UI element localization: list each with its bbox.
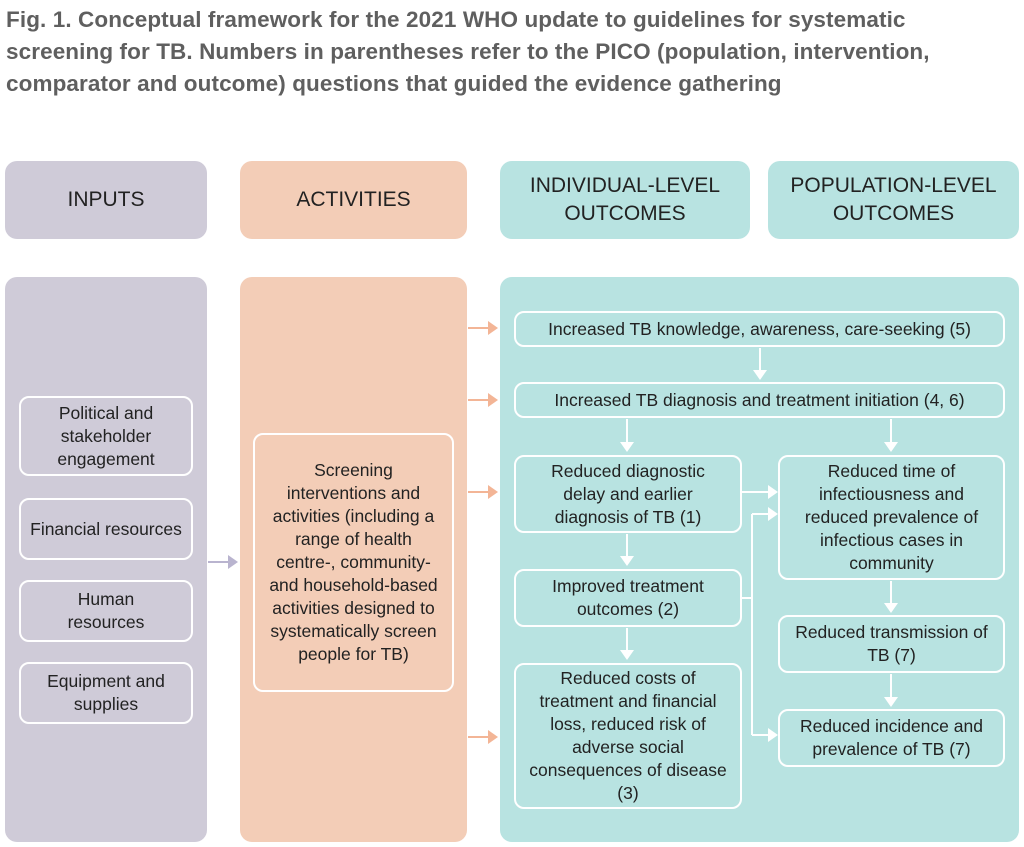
outcome-infectiousness [778,455,1005,580]
header-inputs-label: INPUTS [67,188,145,211]
outcome-treatment [514,569,742,627]
input-political-engagement-label: Political and stakeholder engagement [57,402,155,469]
outcome-infectiousness-label: Reduced time of infectiousness and reduced prevalence of infectious cases in community [804,461,979,573]
outcome-diagnosis [514,382,1005,418]
figure-title: Fig. 1. Conceptual framework for the 2021 WHO update to guidelines for systematic screening for TB. Numbers in parentheses refer to the PICO (population, intervention, comparator and outcome) questions that guided the evidence gathering [6,7,930,96]
activity-screening [253,433,454,692]
header-activities-label: ACTIVITIES [296,188,411,211]
outcome-diagnosis-label: Increased TB diagnosis and treatment initiation (4, 6) [554,389,965,410]
outcome-costs [514,663,742,809]
outcome-reduced-delay [514,455,742,533]
input-equipment-supplies [19,662,193,724]
outcome-knowledge-label: Increased TB knowledge, awareness, care-seeking (5) [548,318,971,339]
input-human-resources [19,580,193,642]
input-equipment-supplies-label: Equipment and supplies [47,671,165,714]
input-financial-resources [19,498,193,560]
header-population-outcomes-label: POPULATION-LEVEL OUTCOMES [790,174,997,225]
outcome-incidence [778,709,1005,767]
outcome-costs-label: Reduced costs of treatment and financial loss, reduced risk of adverse social consequences of disease (3) [529,668,727,803]
outcome-reduced-delay-label: Reduced diagnostic delay and earlier diagnosis of TB (1) [551,460,705,527]
activity-screening-label: Screening interventions and activities (including a range of health centre-, community- and household-based activities designed to systematically screen people for TB) [269,460,438,664]
outcome-transmission-label: Reduced transmission of TB (7) [795,622,988,665]
input-financial-resources-label: Financial resources [30,518,182,539]
input-human-resources-label: Human resources [67,589,145,632]
input-political-engagement [19,396,193,476]
outcome-transmission [778,615,1005,673]
outcome-incidence-label: Reduced incidence and prevalence of TB (7) [800,716,983,759]
header-individual-outcomes-label: INDIVIDUAL-LEVEL OUTCOMES [529,174,721,225]
outcome-knowledge [514,311,1005,347]
outcome-treatment-label: Improved treatment outcomes (2) [552,576,704,619]
